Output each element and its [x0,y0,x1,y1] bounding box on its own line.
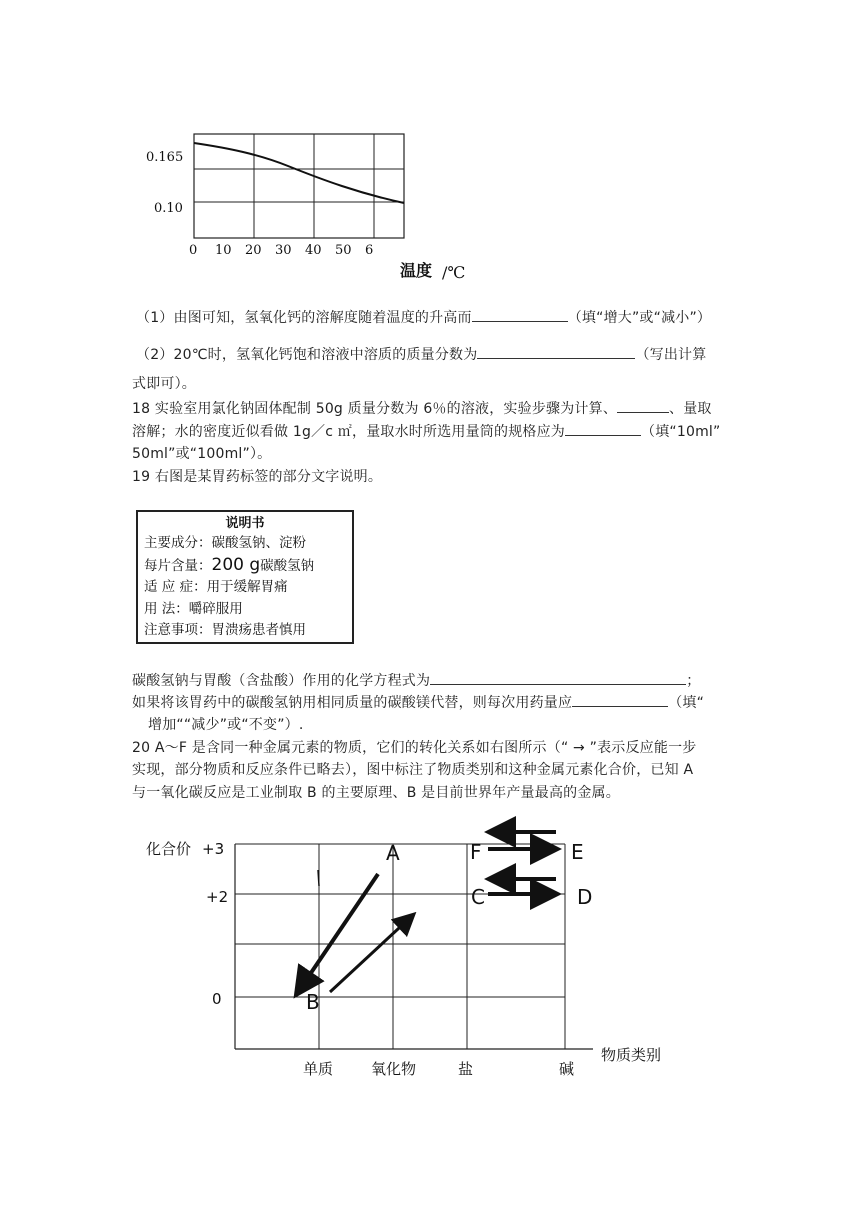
q20-line3: 与一氧化碳反应是工业制取 B 的主要原理、B 是目前世界年产量最高的金属。 [132,785,620,801]
category-base: 碱 [559,1060,575,1078]
q19-intro: 19 右图是某胃药标签的部分文字说明。 [132,469,383,485]
q19-equation: 碳酸氢钠与胃酸（含盐酸）作用的化学方程式为 ； [132,670,700,691]
stray-mark [318,870,319,886]
node-a: A [386,841,400,865]
q17-part2: （2）20℃时，氢氧化钙饱和溶液中溶质的质量分数为 （写出计算 [136,344,706,365]
label-title: 说明书 [225,516,265,531]
arrow-a-to-b [298,874,378,992]
category-oxide: 氧化物 [371,1060,417,1078]
answer-blank[interactable] [477,344,635,359]
category-salt: 盐 [458,1060,474,1078]
q20-line2: 实现，部分物质和反应条件已略去），图中标注了物质类别和这种金属元素化合价，已知 A [132,762,694,778]
label-row: 适 应 症：用于缓解胃痛 [144,579,288,595]
q17-part2-cont: 式即可）。 [132,376,196,392]
x-tick: 0 [189,243,198,258]
x-axis-title: 物质类别 [601,1046,662,1064]
q19-dose-cont: 增加““减少”或“不变”）. [148,717,304,733]
x-tick: 30 [275,243,292,258]
valence-diagram [128,812,688,1087]
q18-line3: 50ml”或“100ml”）。 [132,446,272,462]
medicine-label [136,510,354,644]
q18-line1: 18 实验室用氯化钠固体配制 50g 质量分数为 6％的溶液，实验步骤为计算、 、量取 [132,398,712,419]
x-axis-unit: /℃ [442,263,466,282]
x-axis-label: 温度 [400,261,433,280]
label-row: 主要成分：碳酸氢钠、淀粉 [144,535,306,551]
x-tick: 6 [365,243,374,258]
x-tick: 50 [335,243,352,258]
node-b: B [306,990,320,1014]
q17-part1: （1）由图可知，氢氧化钙的溶解度随着温度的升高而 （填“增大”或“减小”） [136,307,711,328]
node-c: C [471,885,485,909]
q20-line1: 20 A～F 是含同一种金属元素的物质，它们的转化关系如右图所示（“ → ”表示反应能一步 [132,740,697,756]
answer-blank[interactable] [572,692,668,707]
y-tick-0165: 0.165 [146,150,184,165]
label-row: 注意事项：胃溃疡患者慎用 [144,622,306,638]
y-tick-zero: 0 [212,990,222,1008]
category-element: 单质 [303,1060,334,1078]
q18-line2: 溶解；水的密度近似看做 1g／c ㎡，量取水时所选用量筒的规格应为 （填“10ml” [132,421,720,442]
x-tick: 10 [215,243,232,258]
y-tick-plus2: +2 [206,888,229,906]
solubility-curve [194,143,404,203]
chart1-frame [194,134,404,238]
x-tick: 40 [305,243,322,258]
solubility-chart [138,108,483,293]
answer-blank[interactable] [430,670,686,685]
label-row: 每片含量：200 g碳酸氢钠 [144,554,315,575]
answer-blank[interactable] [565,421,641,436]
y-tick-010: 0.10 [154,201,183,216]
y-tick-plus3: +3 [202,840,225,858]
answer-blank[interactable] [617,398,669,413]
x-ticks [189,243,373,258]
node-f: F [470,840,482,864]
label-row: 用 法：嚼碎服用 [144,600,243,617]
node-d: D [577,885,593,909]
q19-dose: 如果将该胃药中的碳酸氢钠用相同质量的碳酸镁代替，则每次用药量应 （填“ [132,692,704,713]
node-e: E [571,840,584,864]
x-tick: 20 [245,243,262,258]
answer-blank[interactable] [472,307,568,322]
y-axis-title: 化合价 [146,840,192,858]
